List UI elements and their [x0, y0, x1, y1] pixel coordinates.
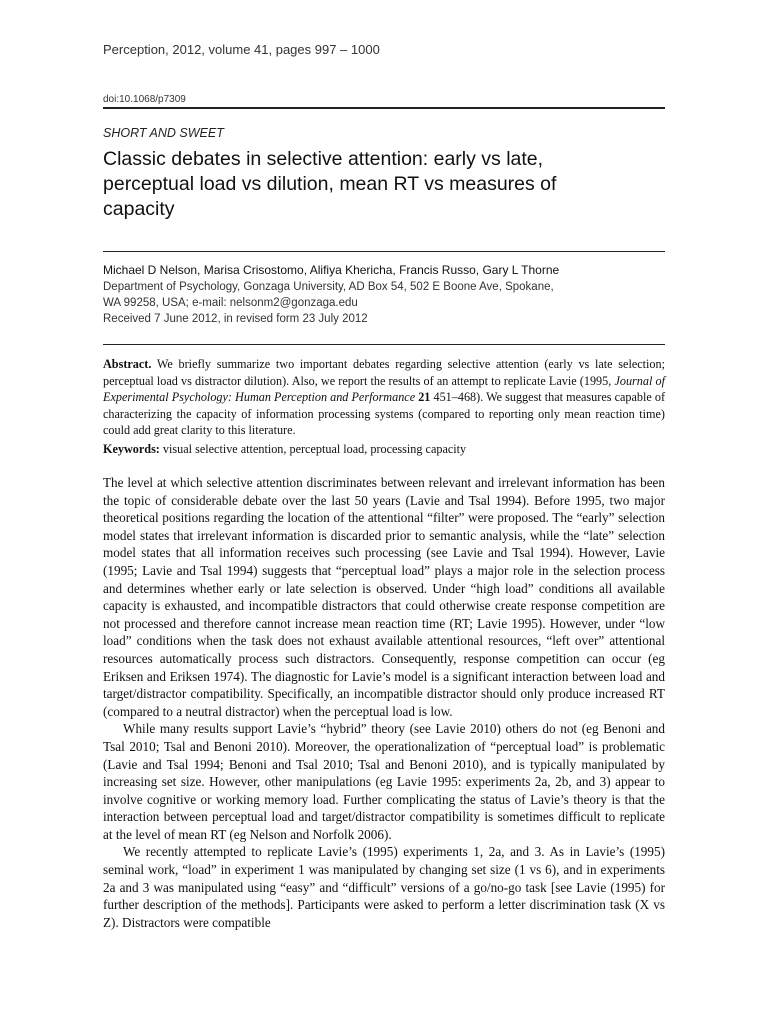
doi-label[interactable]: doi:10.1068/p7309: [103, 94, 186, 105]
section-label: SHORT AND SWEET: [103, 126, 224, 140]
keywords-label: Keywords:: [103, 442, 160, 456]
body-paragraph: The level at which selective attention discriminates between relevant and irrelevant information has been the topic of considerable debate over the last 50 years (Lavie and Tsal 1994). Before 1995, two major theoretical positions regarding the location of the attentional “filter” were proposed. The “early” selection model states that irrelevant information is discarded prior to semantic analysis, while the “late” selection model states that all information receives such processing (see Lavie and Tsal 1994). However, Lavie (1995; Lavie and Tsal 1994) suggests that “perceptual load” plays a major role in the selection process and determines whether early or late selection is observed. Under “high load” conditions all available capacity is exhausted, and incompatible distractors that could otherwise create response competition are not processed and therefore cannot increase mean reaction time (RT; Lavie 1995). However, under “low load” conditions when the task does not exhaust available attentional resources, “left over” attentional resources automatically process such distractors. Consequently, response competition can occur (eg Eriksen and Eriksen 1974). The diagnostic for Lavie’s model is a significant interaction between load and target/distractor compatibility. Specifically, an incompatible distractor should only produce increased RT (compared to a neutral distractor) when the perceptual load is low.: [103, 475, 665, 719]
article-title: Classic debates in selective attention: early vs late, perceptual load vs dilution, mean RT vs measures of capacity: [103, 148, 557, 220]
affiliation-email-line: WA 99258, USA; e-mail: nelsonm2@gonzaga.edu: [103, 297, 358, 309]
affiliation-block: [103, 279, 663, 327]
received-date: Received 7 June 2012, in revised form 23 July 2012: [103, 313, 368, 325]
title-rule: [103, 251, 665, 252]
header-rule: [103, 107, 665, 109]
abstract-text-end: 451–468). We suggest that measures capable of characterizing the capacity of information processing systems (compared to reporting only mean reaction time) could add great clarity to this literature.: [103, 390, 666, 437]
keywords-text: visual selective attention, perceptual load, processing capacity: [159, 442, 467, 456]
body-paragraph: While many results support Lavie’s “hybrid” theory (see Lavie 2010) others do not (eg Benoni and Tsal 2010; Tsal and Benoni 2010). Moreover, the operationalization of “perceptual load” is problematic (Lavie and Tsal 1994; Benoni and Tsal 2010; Tsal and Benoni 2010), and is typically manipulated by increasing set size. However, other manipulations (eg Lavie 1995: experiments 2a, 2b, and 3) appear to involve cognitive or working memory load. Further complicating the status of Lavie’s theory is that the interaction between perceptual load and target/distractor compatibility is sometimes difficult to replicate at the level of mean RT (eg Nelson and Norfolk 2006).: [103, 721, 665, 842]
body-text: [103, 474, 665, 931]
author-list: Michael D Nelson, Marisa Crisostomo, Alifiya Khericha, Francis Russo, Gary L Thorne: [103, 263, 560, 277]
journal-citation: Perception, 2012, volume 41, pages 997 – 1000: [103, 42, 380, 57]
abstract: [103, 356, 665, 439]
body-paragraph: We recently attempted to replicate Lavie’s (1995) experiments 1, 2a, and 3. As in Lavie’s (1995) seminal work, “load” in experiment 1 was manipulated by changing set size (1 vs 6), and in experiments 2a and 3 was manipulated using “easy” and “difficult” versions of a go/no-go task [see Lavie (1995) for further description of the methods]. Participants were asked to perform a letter discrimination task (X vs Z). Distractors were compatible: [103, 844, 665, 930]
keywords: [103, 442, 665, 457]
affiliation-rule: [103, 344, 665, 345]
abstract-volume: 21: [415, 390, 431, 404]
abstract-journal-name: Journal of Experimental Psychology: Human Perception and Performance: [103, 373, 665, 404]
abstract-label: Abstract.: [103, 357, 152, 371]
abstract-text: We briefly summarize two important debates regarding selective attention (early vs late selection; perceptual load vs distractor dilution). Also, we report the results of an attempt to replicate Lavie (1995,: [103, 357, 665, 388]
affiliation-line: Department of Psychology, Gonzaga University, AD Box 54, 502 E Boone Ave, Spokane,: [103, 281, 554, 293]
